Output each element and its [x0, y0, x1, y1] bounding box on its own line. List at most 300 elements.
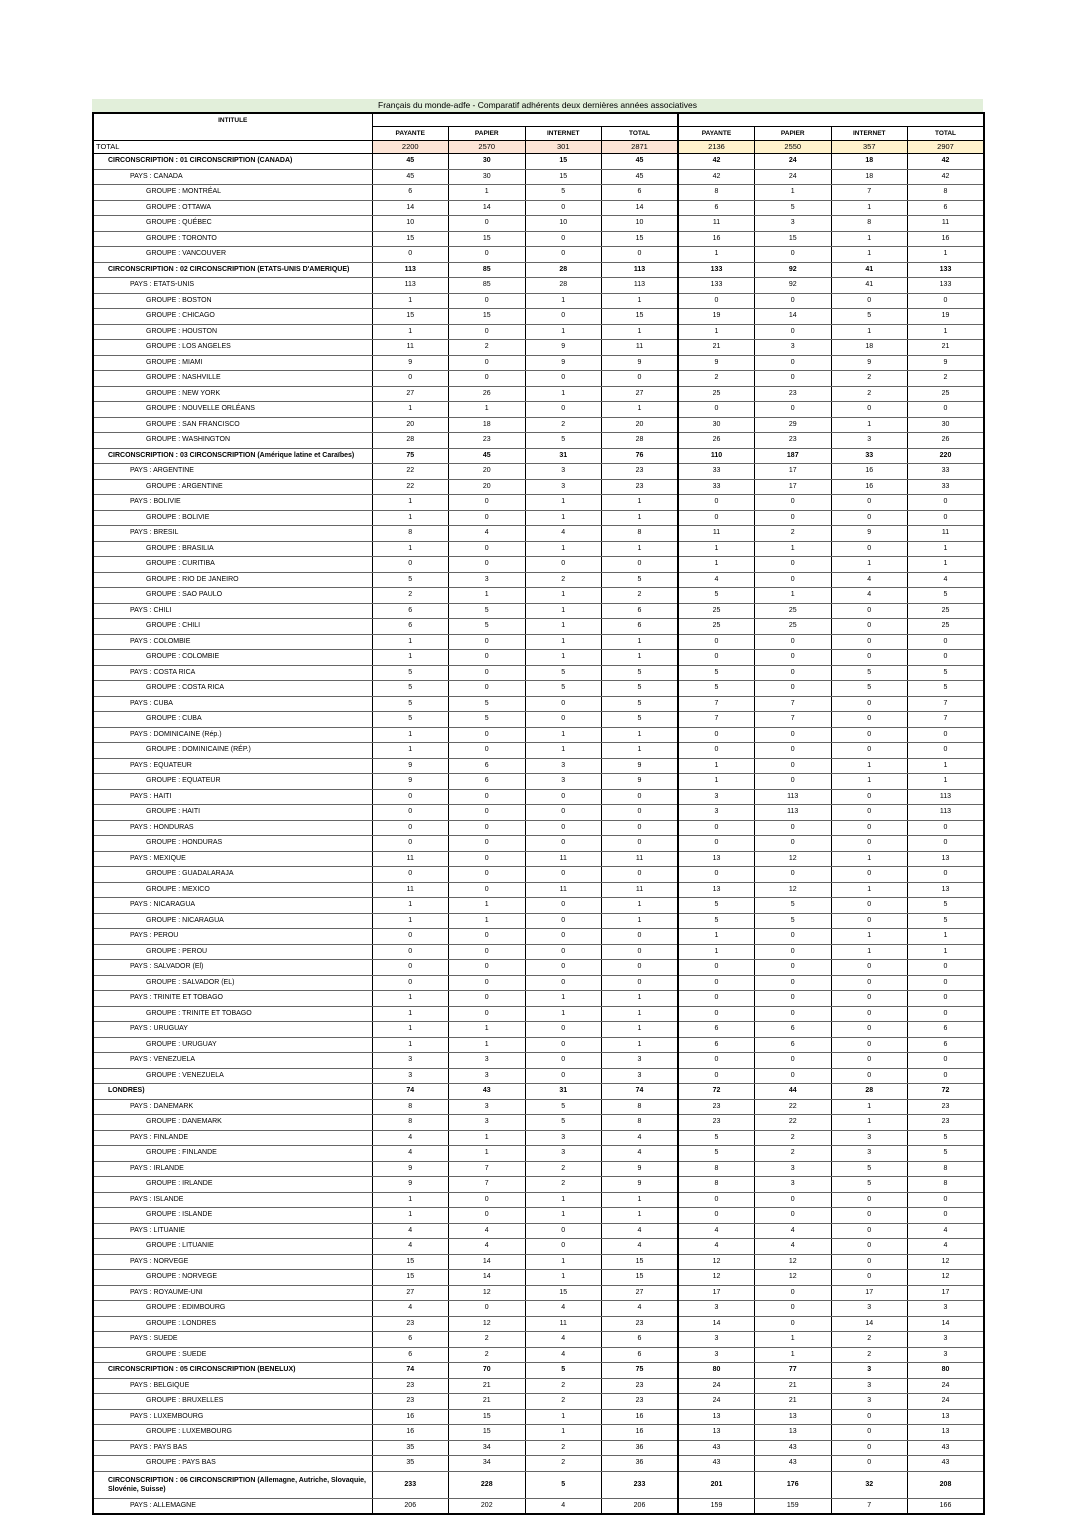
row-value: 1: [755, 541, 832, 557]
row-value: 1: [831, 1099, 908, 1115]
row-value: 0: [908, 650, 985, 666]
row-value: 0: [525, 898, 602, 914]
row-value: 24: [755, 169, 832, 185]
row-value: 1: [449, 402, 526, 418]
row-value: 3: [449, 1053, 526, 1069]
row-value: 0: [755, 1316, 832, 1332]
row-value: 1: [525, 1192, 602, 1208]
row-value: 4: [525, 1498, 602, 1514]
row-value: 15: [372, 309, 449, 325]
row-value: 3: [449, 1115, 526, 1131]
row-value: 23: [755, 433, 832, 449]
row-value: 74: [372, 1084, 449, 1100]
row-value: 23: [908, 1115, 985, 1131]
row-value: 1: [678, 758, 755, 774]
row-value: 11: [372, 340, 449, 356]
row-value: 11: [908, 216, 985, 232]
row-value: 6: [908, 1022, 985, 1038]
row-value: 23: [602, 464, 679, 480]
row-value: 11: [602, 882, 679, 898]
total-cell: 2136: [678, 141, 755, 154]
row-value: 1: [602, 743, 679, 759]
row-value: 16: [831, 464, 908, 480]
row-value: 3: [602, 1053, 679, 1069]
total-cell: 301: [525, 141, 602, 154]
row-value: 2: [525, 1177, 602, 1193]
row-value: 6: [602, 185, 679, 201]
row-value: 1: [372, 402, 449, 418]
row-value: 12: [908, 1254, 985, 1270]
row-label: PAYS : TRINITE ET TOBAGO: [93, 991, 372, 1007]
row-value: 113: [602, 278, 679, 294]
row-value: 1: [372, 1037, 449, 1053]
row-label: GROUPE : CURITIBA: [93, 557, 372, 573]
row-value: 1: [602, 324, 679, 340]
row-value: 6: [908, 200, 985, 216]
row-value: 27: [602, 386, 679, 402]
row-value: 6: [908, 1037, 985, 1053]
row-value: 9: [525, 340, 602, 356]
row-value: 43: [449, 1084, 526, 1100]
row-value: 13: [755, 1425, 832, 1441]
row-value: 16: [678, 231, 755, 247]
row-value: 18: [831, 340, 908, 356]
row-value: 0: [525, 200, 602, 216]
table-row: [93, 991, 984, 1007]
row-value: 1: [908, 758, 985, 774]
row-value: 0: [525, 960, 602, 976]
row-value: 5: [908, 913, 985, 929]
row-value: 0: [525, 247, 602, 263]
row-value: 1: [602, 1208, 679, 1224]
row-value: 7: [678, 696, 755, 712]
row-value: 1: [602, 1006, 679, 1022]
row-value: 0: [755, 634, 832, 650]
row-value: 8: [372, 1099, 449, 1115]
row-value: 0: [831, 603, 908, 619]
row-value: 7: [449, 1161, 526, 1177]
row-value: 15: [602, 1254, 679, 1270]
table-row: [93, 898, 984, 914]
row-value: 15: [449, 1425, 526, 1441]
row-value: 6: [372, 1332, 449, 1348]
row-value: 0: [831, 696, 908, 712]
row-value: 2: [525, 1456, 602, 1472]
row-value: 80: [678, 1363, 755, 1379]
row-value: 228: [449, 1471, 526, 1498]
row-label: GROUPE : NORVEGE: [93, 1270, 372, 1286]
row-label: PAYS : HAITI: [93, 789, 372, 805]
row-value: 0: [525, 371, 602, 387]
row-value: 33: [678, 479, 755, 495]
row-value: 0: [372, 820, 449, 836]
row-value: 0: [449, 727, 526, 743]
table-row: [93, 1115, 984, 1131]
column-header: PAYANTE: [678, 127, 755, 141]
row-value: 4: [602, 1146, 679, 1162]
row-value: 0: [449, 650, 526, 666]
row-value: 5: [372, 712, 449, 728]
row-value: 36: [602, 1440, 679, 1456]
row-value: 0: [831, 1239, 908, 1255]
row-value: 1: [908, 944, 985, 960]
table-row: [93, 169, 984, 185]
row-value: 15: [449, 1409, 526, 1425]
row-label: GROUPE : DOMINICAINE (RÉP.): [93, 743, 372, 759]
row-value: 0: [449, 867, 526, 883]
table-row: [93, 1425, 984, 1441]
row-value: 13: [755, 1409, 832, 1425]
row-value: 0: [678, 991, 755, 1007]
row-value: 1: [908, 247, 985, 263]
row-value: 43: [678, 1440, 755, 1456]
row-value: 1: [831, 882, 908, 898]
row-value: 0: [449, 944, 526, 960]
table-row: [93, 324, 984, 340]
total-cell: 2550: [755, 141, 832, 154]
row-value: 1: [602, 898, 679, 914]
row-value: 75: [602, 1363, 679, 1379]
row-label: PAYS : ALLEMAGNE: [93, 1498, 372, 1514]
row-value: 25: [678, 386, 755, 402]
row-value: 26: [678, 433, 755, 449]
row-value: 4: [831, 588, 908, 604]
row-value: 6: [372, 603, 449, 619]
row-value: 0: [831, 805, 908, 821]
row-value: 21: [908, 340, 985, 356]
row-value: 4: [525, 526, 602, 542]
row-value: 3: [678, 1301, 755, 1317]
row-value: 43: [755, 1456, 832, 1472]
row-value: 5: [525, 185, 602, 201]
table-row: [93, 479, 984, 495]
row-value: 0: [449, 541, 526, 557]
row-label: GROUPE : URUGUAY: [93, 1037, 372, 1053]
row-value: 12: [755, 1270, 832, 1286]
row-label: PAYS : SUEDE: [93, 1332, 372, 1348]
row-value: 20: [602, 417, 679, 433]
row-value: 0: [831, 1409, 908, 1425]
row-value: 0: [831, 712, 908, 728]
table-row: [93, 1301, 984, 1317]
row-value: 33: [831, 448, 908, 464]
row-value: 2: [602, 588, 679, 604]
row-value: 11: [678, 216, 755, 232]
row-value: 0: [372, 944, 449, 960]
row-value: 0: [449, 960, 526, 976]
row-value: 0: [908, 991, 985, 1007]
row-value: 9: [525, 355, 602, 371]
row-value: 0: [449, 665, 526, 681]
row-value: 6: [678, 1022, 755, 1038]
report-sheet: [92, 99, 983, 1515]
row-value: 3: [678, 805, 755, 821]
row-value: 0: [831, 1192, 908, 1208]
row-value: 2: [525, 1394, 602, 1410]
row-value: 0: [678, 727, 755, 743]
table-row: [93, 789, 984, 805]
row-value: 0: [602, 247, 679, 263]
row-value: 0: [525, 820, 602, 836]
row-value: 201: [678, 1471, 755, 1498]
row-value: 0: [602, 836, 679, 852]
row-value: 4: [525, 1301, 602, 1317]
row-value: 15: [449, 309, 526, 325]
row-value: 26: [908, 433, 985, 449]
row-value: 17: [908, 1285, 985, 1301]
table-row: [93, 1146, 984, 1162]
row-value: 44: [755, 1084, 832, 1100]
row-value: 1: [449, 1130, 526, 1146]
row-value: 0: [602, 820, 679, 836]
row-value: 0: [525, 867, 602, 883]
row-value: 1: [525, 1254, 602, 1270]
row-value: 1: [831, 231, 908, 247]
row-value: 0: [449, 681, 526, 697]
row-value: 15: [525, 169, 602, 185]
row-value: 220: [908, 448, 985, 464]
table-row: [93, 278, 984, 294]
column-header: TOTAL: [602, 127, 679, 141]
row-value: 5: [755, 200, 832, 216]
row-value: 0: [831, 510, 908, 526]
row-value: 1: [831, 774, 908, 790]
row-value: 8: [372, 1115, 449, 1131]
row-value: 70: [449, 1363, 526, 1379]
header-top-row: [93, 113, 984, 127]
row-value: 0: [831, 898, 908, 914]
row-value: 1: [908, 541, 985, 557]
row-value: 1: [525, 324, 602, 340]
table-row: [93, 1347, 984, 1363]
row-value: 1: [678, 929, 755, 945]
row-value: 6: [449, 774, 526, 790]
column-header: INTERNET: [831, 127, 908, 141]
row-value: 5: [449, 619, 526, 635]
row-value: 0: [449, 1208, 526, 1224]
row-value: 0: [755, 867, 832, 883]
row-value: 4: [908, 1223, 985, 1239]
total-cell: 357: [831, 141, 908, 154]
row-value: 0: [755, 1006, 832, 1022]
row-value: 5: [908, 1130, 985, 1146]
row-label: GROUPE : LITUANIE: [93, 1239, 372, 1255]
row-value: 6: [372, 185, 449, 201]
row-value: 21: [449, 1378, 526, 1394]
row-value: 0: [449, 882, 526, 898]
row-value: 6: [755, 1037, 832, 1053]
row-value: 1: [908, 557, 985, 573]
row-label: GROUPE : HAITI: [93, 805, 372, 821]
row-value: 5: [525, 1115, 602, 1131]
row-value: 25: [678, 619, 755, 635]
row-value: 3: [602, 1068, 679, 1084]
table-row: [93, 603, 984, 619]
row-value: 4: [908, 1239, 985, 1255]
row-value: 16: [602, 1425, 679, 1441]
row-value: 24: [908, 1394, 985, 1410]
row-value: 12: [678, 1270, 755, 1286]
row-value: 0: [372, 867, 449, 883]
row-value: 0: [908, 1208, 985, 1224]
row-value: 0: [449, 851, 526, 867]
row-value: 35: [372, 1456, 449, 1472]
row-value: 0: [908, 1068, 985, 1084]
row-value: 13: [678, 1425, 755, 1441]
row-value: 1: [831, 944, 908, 960]
row-value: 4: [525, 1347, 602, 1363]
row-value: 3: [372, 1053, 449, 1069]
row-value: 6: [372, 619, 449, 635]
row-label: PAYS : CHILI: [93, 603, 372, 619]
row-value: 0: [755, 402, 832, 418]
row-label: PAYS : COLOMBIE: [93, 634, 372, 650]
row-value: 0: [755, 774, 832, 790]
row-value: 0: [755, 665, 832, 681]
row-value: 1: [372, 898, 449, 914]
row-value: 42: [678, 169, 755, 185]
row-value: 0: [525, 1223, 602, 1239]
row-label: GROUPE : MEXICO: [93, 882, 372, 898]
table-row: [93, 712, 984, 728]
row-value: 2: [525, 1161, 602, 1177]
row-value: 11: [678, 526, 755, 542]
row-value: 7: [755, 696, 832, 712]
row-value: 1: [525, 727, 602, 743]
row-value: 5: [678, 588, 755, 604]
members-table: [92, 112, 985, 1515]
table-row: [93, 1177, 984, 1193]
row-value: 14: [602, 200, 679, 216]
row-value: 28: [602, 433, 679, 449]
row-value: 133: [908, 278, 985, 294]
table-row: [93, 665, 984, 681]
row-value: 9: [372, 1177, 449, 1193]
row-value: 3: [831, 1146, 908, 1162]
row-value: 8: [602, 526, 679, 542]
row-value: 16: [908, 231, 985, 247]
row-value: 3: [678, 1332, 755, 1348]
row-value: 0: [449, 1192, 526, 1208]
row-value: 113: [755, 789, 832, 805]
row-value: 15: [372, 1270, 449, 1286]
table-row: [93, 1099, 984, 1115]
row-value: 3: [755, 340, 832, 356]
row-value: 0: [831, 1053, 908, 1069]
row-value: 0: [678, 836, 755, 852]
row-value: 1: [525, 619, 602, 635]
row-value: 0: [831, 1208, 908, 1224]
table-row: [93, 774, 984, 790]
row-label: GROUPE : IRLANDE: [93, 1177, 372, 1193]
row-value: 0: [831, 634, 908, 650]
row-label: GROUPE : VANCOUVER: [93, 247, 372, 263]
row-value: 1: [372, 495, 449, 511]
row-value: 0: [831, 867, 908, 883]
row-value: 13: [908, 851, 985, 867]
row-value: 4: [372, 1146, 449, 1162]
row-value: 23: [602, 1378, 679, 1394]
row-value: 12: [678, 1254, 755, 1270]
row-value: 1: [602, 495, 679, 511]
table-row: [93, 1068, 984, 1084]
table-row: [93, 929, 984, 945]
row-value: 0: [372, 789, 449, 805]
row-value: 3: [525, 774, 602, 790]
row-value: 3: [525, 1130, 602, 1146]
row-label: CIRCONSCRIPTION : 01 CIRCONSCRIPTION (CANADA): [93, 154, 372, 170]
row-value: 4: [372, 1301, 449, 1317]
row-value: 0: [372, 975, 449, 991]
row-value: 31: [525, 1084, 602, 1100]
row-value: 0: [449, 929, 526, 945]
row-value: 9: [602, 355, 679, 371]
row-value: 1: [678, 944, 755, 960]
row-value: 9: [831, 355, 908, 371]
row-value: 9: [602, 1177, 679, 1193]
row-value: 1: [372, 541, 449, 557]
row-label: GROUPE : OTTAWA: [93, 200, 372, 216]
row-value: 1: [602, 991, 679, 1007]
row-value: 133: [908, 262, 985, 278]
table-row: [93, 727, 984, 743]
row-value: 1: [831, 200, 908, 216]
row-value: 24: [678, 1394, 755, 1410]
row-value: 0: [755, 743, 832, 759]
table-row: [93, 495, 984, 511]
row-value: 4: [449, 526, 526, 542]
row-value: 9: [602, 1161, 679, 1177]
row-value: 1: [755, 588, 832, 604]
row-value: 34: [449, 1456, 526, 1472]
row-label: PAYS : BOLIVIE: [93, 495, 372, 511]
row-value: 42: [908, 169, 985, 185]
total-cell: 2200: [372, 141, 449, 154]
row-value: 1: [525, 991, 602, 1007]
row-value: 0: [449, 975, 526, 991]
row-value: 4: [602, 1223, 679, 1239]
row-value: 25: [908, 386, 985, 402]
table-row: [93, 944, 984, 960]
row-label: PAYS : ARGENTINE: [93, 464, 372, 480]
table-row: [93, 851, 984, 867]
row-label: GROUPE : LOS ANGELES: [93, 340, 372, 356]
row-label: GROUPE : SAN FRANCISCO: [93, 417, 372, 433]
row-value: 23: [602, 479, 679, 495]
row-value: 14: [372, 200, 449, 216]
row-value: 1: [372, 293, 449, 309]
row-label: LONDRES): [93, 1084, 372, 1100]
table-row: [93, 293, 984, 309]
row-value: 5: [602, 712, 679, 728]
row-value: 4: [449, 1223, 526, 1239]
row-value: 12: [755, 882, 832, 898]
row-value: 0: [678, 510, 755, 526]
row-value: 1: [449, 1146, 526, 1162]
row-value: 0: [525, 712, 602, 728]
row-value: 1: [525, 650, 602, 666]
row-value: 133: [678, 262, 755, 278]
row-value: 0: [831, 836, 908, 852]
row-value: 0: [755, 929, 832, 945]
row-value: 1: [831, 851, 908, 867]
table-row: [93, 1208, 984, 1224]
row-label: PAYS : PAYS BAS: [93, 1440, 372, 1456]
row-value: 11: [372, 851, 449, 867]
row-value: 77: [755, 1363, 832, 1379]
table-row: [93, 634, 984, 650]
row-label: GROUPE : BOSTON: [93, 293, 372, 309]
